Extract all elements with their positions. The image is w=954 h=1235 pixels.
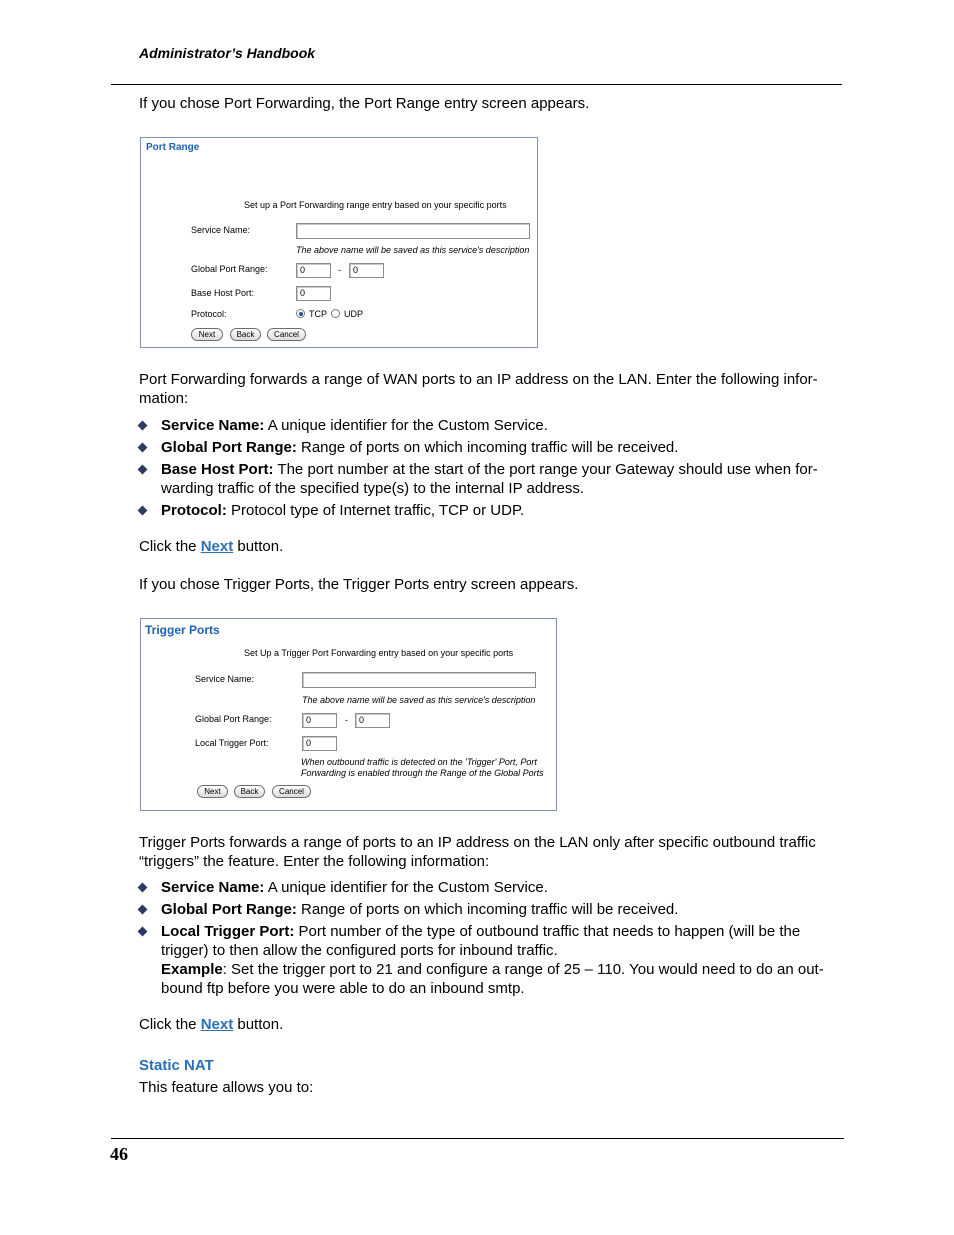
diamond-bullet-icon — [138, 443, 148, 453]
panel-title: Trigger Ports — [145, 623, 220, 637]
port-forwarding-description: Port Forwarding forwards a range of WAN ports to an IP address on the LAN. Enter the following infor-mation: — [139, 371, 818, 407]
range-dash: - — [338, 265, 341, 275]
bullet-text: The port number at the start of the port range your Gateway should use when for-warding traffic of the specified type(s) to the internal IP address. — [161, 461, 818, 497]
next-link[interactable]: Next — [200, 1016, 234, 1033]
intro-port-forwarding: If you chose Port Forwarding, the Port Range entry screen appears. — [139, 95, 590, 112]
click-next-instruction-2 — [139, 1015, 844, 1034]
example-text: : Set the trigger port to 21 and configure a range of 25 – 110. You would need to do an out-bound ftp before you were able to do an inbound smtp. — [161, 961, 824, 997]
bullet-term: Service Name: — [161, 417, 265, 434]
bullet-term: Protocol: — [161, 502, 227, 519]
trigger-ports-screenshot — [140, 618, 557, 811]
static-nat-heading: Static NAT — [139, 1057, 214, 1074]
trigger-note-line2: Forwarding is enabled through the Range of the Global Ports — [301, 768, 544, 778]
base-host-port-input[interactable]: 0 — [296, 286, 331, 301]
list-item — [139, 460, 844, 498]
diamond-bullet-icon — [138, 905, 148, 915]
instruction-text: Click the — [139, 1016, 201, 1033]
back-button[interactable]: Back — [230, 328, 261, 341]
click-next-instruction-1 — [139, 537, 844, 556]
panel-subtitle: Set Up a Trigger Port Forwarding entry based on your specific ports — [244, 648, 514, 658]
next-link[interactable]: Next — [200, 538, 234, 555]
service-name-input[interactable] — [296, 223, 530, 239]
base-host-port-label: Base Host Port: — [191, 288, 255, 298]
global-port-range-label: Global Port Range: — [195, 714, 272, 724]
diamond-bullet-icon — [138, 465, 148, 475]
global-port-to-input[interactable]: 0 — [349, 263, 384, 278]
page-number: 46 — [110, 1144, 128, 1164]
service-name-note: The above name will be saved as this service's description — [296, 245, 530, 255]
global-port-range-label: Global Port Range: — [191, 264, 268, 274]
global-port-from-input[interactable]: 0 — [302, 713, 337, 728]
running-header: Administrator’s Handbook — [139, 45, 316, 61]
bullet-term: Global Port Range: — [161, 901, 297, 918]
local-trigger-port-label: Local Trigger Port: — [195, 738, 269, 748]
bullet-term: Service Name: — [161, 879, 265, 896]
instruction-text: button. — [233, 1016, 284, 1033]
bullet-term: Base Host Port: — [161, 461, 274, 478]
instruction-text: button. — [233, 538, 284, 555]
cancel-button[interactable]: Cancel — [272, 785, 311, 798]
trigger-note-line1: When outbound traffic is detected on the 'Trigger' Port, Port — [301, 757, 537, 767]
instruction-text: Click the — [139, 538, 201, 555]
protocol-label: Protocol: — [191, 309, 227, 319]
port-range-screenshot — [140, 137, 538, 348]
static-nat-text: This feature allows you to: — [139, 1079, 314, 1096]
port-forwarding-bullet-list — [139, 416, 844, 523]
protocol-tcp-radio[interactable] — [296, 309, 305, 318]
bullet-text: Protocol type of Internet traffic, TCP or UDP. — [226, 502, 525, 519]
bullet-term: Local Trigger Port: — [161, 923, 295, 940]
diamond-bullet-icon — [138, 506, 148, 516]
service-name-label: Service Name: — [195, 674, 255, 684]
bullet-text: Range of ports on which incoming traffic will be received. — [296, 901, 679, 918]
diamond-bullet-icon — [138, 927, 148, 937]
bullet-text: A unique identifier for the Custom Service. — [264, 417, 548, 434]
list-item — [139, 900, 844, 919]
list-item — [139, 501, 844, 520]
next-button[interactable]: Next — [191, 328, 223, 341]
protocol-udp-label: UDP — [344, 309, 364, 319]
list-item — [139, 438, 844, 457]
global-port-from-input[interactable]: 0 — [296, 263, 331, 278]
bullet-text: Port number of the type of outbound traffic that needs to happen (will be the trigger) to then allow the configured ports for inbound traffic. — [161, 923, 801, 959]
range-dash: - — [345, 715, 348, 725]
diamond-bullet-icon — [138, 883, 148, 893]
list-item — [139, 878, 844, 897]
cancel-button[interactable]: Cancel — [267, 328, 306, 341]
example-term: Example — [161, 961, 223, 978]
bullet-text: A unique identifier for the Custom Service. — [264, 879, 548, 896]
list-item — [139, 922, 844, 998]
global-port-to-input[interactable]: 0 — [355, 713, 390, 728]
protocol-tcp-label: TCP — [309, 309, 327, 319]
panel-subtitle: Set up a Port Forwarding range entry based on your specific ports — [244, 200, 507, 210]
list-item — [139, 416, 844, 435]
protocol-udp-radio[interactable] — [331, 309, 340, 318]
service-name-input[interactable] — [302, 672, 536, 688]
bullet-text: Range of ports on which incoming traffic will be received. — [296, 439, 679, 456]
local-trigger-port-input[interactable]: 0 — [302, 736, 337, 751]
diamond-bullet-icon — [138, 421, 148, 431]
intro-trigger-ports: If you chose Trigger Ports, the Trigger Ports entry screen appears. — [139, 576, 579, 593]
service-name-label: Service Name: — [191, 225, 251, 235]
back-button[interactable]: Back — [234, 785, 265, 798]
service-name-note: The above name will be saved as this service's description — [302, 695, 536, 705]
header-rule — [111, 84, 842, 85]
trigger-ports-bullet-list — [139, 878, 844, 1001]
panel-title: Port Range — [146, 142, 200, 153]
trigger-ports-description: Trigger Ports forwards a range of ports to an IP address on the LAN only after specific outbound traffic “triggers” the feature. Enter the following information: — [139, 834, 816, 870]
footer-rule — [111, 1138, 844, 1139]
bullet-term: Global Port Range: — [161, 439, 297, 456]
next-button[interactable]: Next — [197, 785, 228, 798]
